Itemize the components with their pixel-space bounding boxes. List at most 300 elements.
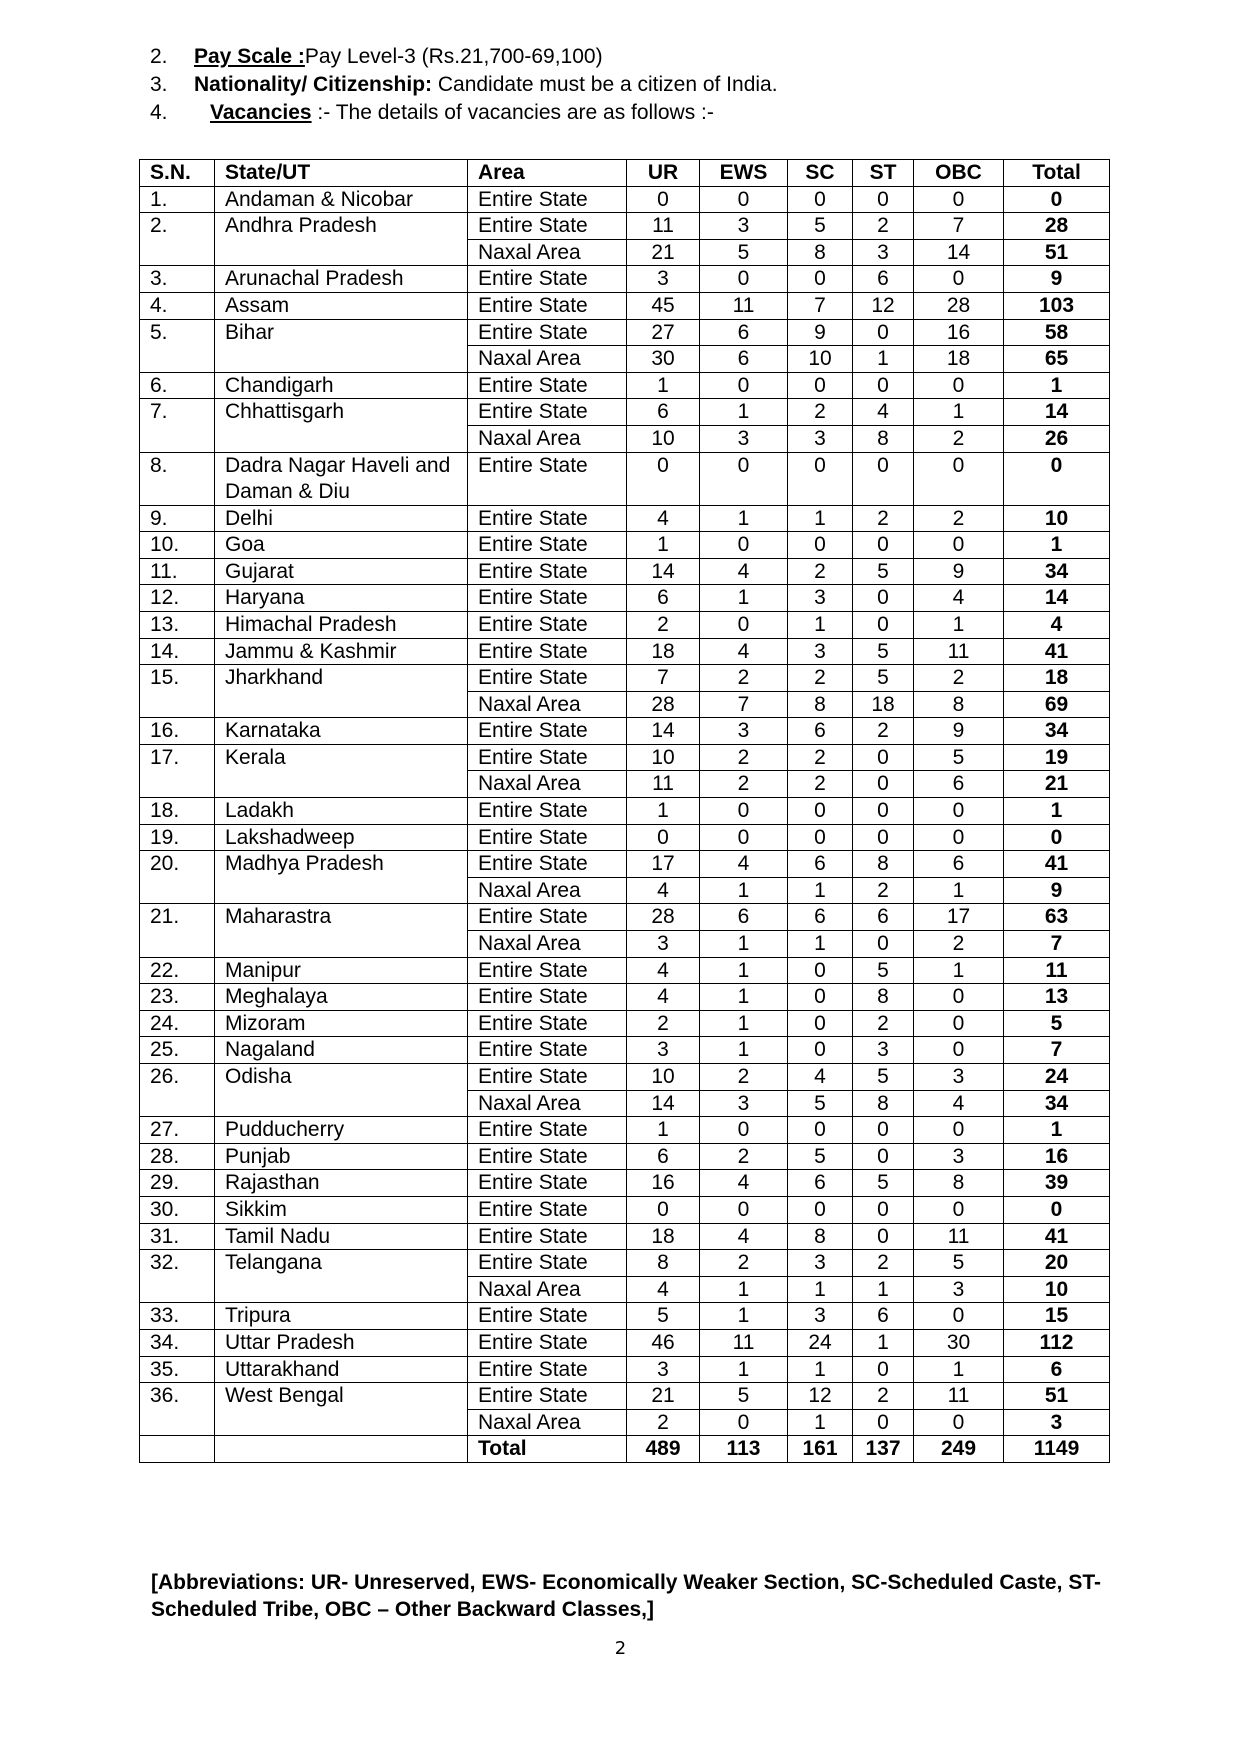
area-cell: Naxal Area xyxy=(468,1409,627,1436)
obc-cell: 2 xyxy=(914,665,1004,692)
total-cell: 20 xyxy=(1004,1250,1110,1277)
table-cell xyxy=(215,1436,468,1463)
total-cell: 10 xyxy=(1004,505,1110,532)
st-cell: 2 xyxy=(853,718,914,745)
area-cell: Entire State xyxy=(468,1383,627,1410)
area-cell: Entire State xyxy=(468,319,627,346)
ur-cell: 28 xyxy=(627,691,700,718)
area-cell: Entire State xyxy=(468,1117,627,1144)
ews-cell: 0 xyxy=(700,186,788,213)
total-cell: 7 xyxy=(1004,1037,1110,1064)
total-cell: 14 xyxy=(1004,399,1110,426)
ur-cell: 10 xyxy=(627,1064,700,1091)
ews-cell: 0 xyxy=(700,824,788,851)
ur-cell: 18 xyxy=(627,638,700,665)
area-cell: Entire State xyxy=(468,399,627,426)
vacancies-value: :- The details of vacancies are as follows :- xyxy=(311,101,714,124)
st-cell: 1 xyxy=(853,1276,914,1303)
area-cell: Entire State xyxy=(468,558,627,585)
nationality-line xyxy=(150,71,778,99)
area-cell: Naxal Area xyxy=(468,1090,627,1117)
ews-cell: 4 xyxy=(700,558,788,585)
obc-cell: 0 xyxy=(914,984,1004,1011)
st-cell: 5 xyxy=(853,1170,914,1197)
obc-cell: 0 xyxy=(914,186,1004,213)
ur-cell: 45 xyxy=(627,292,700,319)
serial-number: 33. xyxy=(140,1303,215,1330)
obc-cell: 18 xyxy=(914,346,1004,373)
state-name: Haryana xyxy=(215,585,468,612)
total-cell: 39 xyxy=(1004,1170,1110,1197)
area-cell: Entire State xyxy=(468,904,627,931)
st-cell: 0 xyxy=(853,1223,914,1250)
total-cell: 0 xyxy=(1004,452,1110,505)
ews-cell: 4 xyxy=(700,851,788,878)
grand-total-st: 137 xyxy=(853,1436,914,1463)
area-cell: Entire State xyxy=(468,851,627,878)
total-cell: 34 xyxy=(1004,718,1110,745)
table-row xyxy=(140,505,1110,532)
ur-cell: 3 xyxy=(627,1037,700,1064)
st-cell: 2 xyxy=(853,1010,914,1037)
obc-cell: 28 xyxy=(914,292,1004,319)
serial-number: 18. xyxy=(140,798,215,825)
sc-cell: 5 xyxy=(788,213,853,240)
state-name: Jammu & Kashmir xyxy=(215,638,468,665)
serial-number: 21. xyxy=(140,904,215,957)
state-name: Uttarakhand xyxy=(215,1356,468,1383)
ur-cell: 6 xyxy=(627,399,700,426)
ur-cell: 1 xyxy=(627,372,700,399)
st-cell: 1 xyxy=(853,1329,914,1356)
state-name: Tamil Nadu xyxy=(215,1223,468,1250)
ews-cell: 2 xyxy=(700,1143,788,1170)
ur-cell: 0 xyxy=(627,824,700,851)
st-cell: 6 xyxy=(853,266,914,293)
area-cell: Entire State xyxy=(468,1250,627,1277)
sc-cell: 0 xyxy=(788,1117,853,1144)
state-name: Nagaland xyxy=(215,1037,468,1064)
area-cell: Naxal Area xyxy=(468,425,627,452)
header-sc: SC xyxy=(788,160,853,187)
total-cell: 41 xyxy=(1004,1223,1110,1250)
ews-cell: 1 xyxy=(700,1303,788,1330)
area-cell: Naxal Area xyxy=(468,1276,627,1303)
table-row xyxy=(140,611,1110,638)
st-cell: 5 xyxy=(853,665,914,692)
ews-cell: 6 xyxy=(700,346,788,373)
area-cell: Entire State xyxy=(468,665,627,692)
state-name: Lakshadweep xyxy=(215,824,468,851)
total-cell: 24 xyxy=(1004,1064,1110,1091)
ur-cell: 14 xyxy=(627,558,700,585)
ur-cell: 1 xyxy=(627,1117,700,1144)
obc-cell: 8 xyxy=(914,691,1004,718)
table-row xyxy=(140,1037,1110,1064)
obc-cell: 0 xyxy=(914,1303,1004,1330)
obc-cell: 0 xyxy=(914,266,1004,293)
state-name: Bihar xyxy=(215,319,468,372)
obc-cell: 8 xyxy=(914,1170,1004,1197)
sc-cell: 12 xyxy=(788,1383,853,1410)
obc-cell: 11 xyxy=(914,638,1004,665)
ur-cell: 17 xyxy=(627,851,700,878)
st-cell: 6 xyxy=(853,1303,914,1330)
table-row xyxy=(140,558,1110,585)
total-cell: 21 xyxy=(1004,771,1110,798)
intro-section xyxy=(150,43,778,127)
state-name: Goa xyxy=(215,532,468,559)
total-cell: 34 xyxy=(1004,1090,1110,1117)
area-cell: Entire State xyxy=(468,957,627,984)
total-cell: 19 xyxy=(1004,744,1110,771)
table-row xyxy=(140,798,1110,825)
st-cell: 0 xyxy=(853,744,914,771)
ews-cell: 0 xyxy=(700,452,788,505)
ur-cell: 2 xyxy=(627,1010,700,1037)
serial-number: 3. xyxy=(140,266,215,293)
ews-cell: 2 xyxy=(700,744,788,771)
st-cell: 8 xyxy=(853,1090,914,1117)
area-cell: Naxal Area xyxy=(468,239,627,266)
sc-cell: 1 xyxy=(788,611,853,638)
ur-cell: 0 xyxy=(627,1196,700,1223)
obc-cell: 0 xyxy=(914,372,1004,399)
serial-number: 9. xyxy=(140,505,215,532)
sc-cell: 7 xyxy=(788,292,853,319)
header-area: Area xyxy=(468,160,627,187)
area-cell: Entire State xyxy=(468,1143,627,1170)
table-row xyxy=(140,452,1110,505)
area-cell: Entire State xyxy=(468,213,627,240)
ur-cell: 1 xyxy=(627,798,700,825)
table-row xyxy=(140,1356,1110,1383)
header-sn: S.N. xyxy=(140,160,215,187)
ews-cell: 1 xyxy=(700,1037,788,1064)
area-cell: Entire State xyxy=(468,1356,627,1383)
serial-number: 31. xyxy=(140,1223,215,1250)
total-cell: 18 xyxy=(1004,665,1110,692)
ews-cell: 3 xyxy=(700,425,788,452)
state-name: Madhya Pradesh xyxy=(215,851,468,904)
ews-cell: 1 xyxy=(700,399,788,426)
sc-cell: 3 xyxy=(788,585,853,612)
ews-cell: 0 xyxy=(700,372,788,399)
st-cell: 3 xyxy=(853,1037,914,1064)
total-cell: 0 xyxy=(1004,186,1110,213)
obc-cell: 9 xyxy=(914,558,1004,585)
ur-cell: 8 xyxy=(627,1250,700,1277)
sc-cell: 2 xyxy=(788,771,853,798)
total-cell: 5 xyxy=(1004,1010,1110,1037)
ur-cell: 4 xyxy=(627,877,700,904)
table-row xyxy=(140,744,1110,771)
st-cell: 2 xyxy=(853,213,914,240)
item-number: 4. xyxy=(150,101,168,124)
state-name: Assam xyxy=(215,292,468,319)
serial-number: 14. xyxy=(140,638,215,665)
ews-cell: 0 xyxy=(700,1409,788,1436)
total-cell: 58 xyxy=(1004,319,1110,346)
sc-cell: 2 xyxy=(788,744,853,771)
table-row xyxy=(140,1117,1110,1144)
st-cell: 6 xyxy=(853,904,914,931)
total-cell: 112 xyxy=(1004,1329,1110,1356)
total-cell: 103 xyxy=(1004,292,1110,319)
table-row xyxy=(140,1383,1110,1410)
sc-cell: 6 xyxy=(788,1170,853,1197)
ur-cell: 21 xyxy=(627,1383,700,1410)
abbreviations-note: [Abbreviations: UR- Unreserved, EWS- Economically Weaker Section, SC-Scheduled Caste, ST- Scheduled Tribe, OBC – Other Backward Classes,] xyxy=(151,1571,1101,1621)
obc-cell: 1 xyxy=(914,1356,1004,1383)
area-cell: Entire State xyxy=(468,744,627,771)
serial-number: 4. xyxy=(140,292,215,319)
table-row xyxy=(140,638,1110,665)
total-cell: 13 xyxy=(1004,984,1110,1011)
ews-cell: 0 xyxy=(700,798,788,825)
area-cell: Entire State xyxy=(468,186,627,213)
ews-cell: 1 xyxy=(700,1010,788,1037)
table-row xyxy=(140,266,1110,293)
sc-cell: 24 xyxy=(788,1329,853,1356)
sc-cell: 3 xyxy=(788,1250,853,1277)
serial-number: 26. xyxy=(140,1064,215,1117)
sc-cell: 2 xyxy=(788,665,853,692)
sc-cell: 8 xyxy=(788,691,853,718)
table-row xyxy=(140,319,1110,346)
serial-number: 30. xyxy=(140,1196,215,1223)
sc-cell: 4 xyxy=(788,1064,853,1091)
header-obc: OBC xyxy=(914,160,1004,187)
ur-cell: 3 xyxy=(627,266,700,293)
table-body xyxy=(140,186,1110,1436)
serial-number: 7. xyxy=(140,399,215,452)
ur-cell: 0 xyxy=(627,452,700,505)
obc-cell: 30 xyxy=(914,1329,1004,1356)
grand-total-ews: 113 xyxy=(700,1436,788,1463)
total-cell: 51 xyxy=(1004,239,1110,266)
total-cell: 41 xyxy=(1004,851,1110,878)
ur-cell: 4 xyxy=(627,957,700,984)
state-name: Chhattisgarh xyxy=(215,399,468,452)
total-cell: 69 xyxy=(1004,691,1110,718)
state-name: Uttar Pradesh xyxy=(215,1329,468,1356)
area-cell: Entire State xyxy=(468,1303,627,1330)
sc-cell: 6 xyxy=(788,718,853,745)
sc-cell: 3 xyxy=(788,638,853,665)
header-state: State/UT xyxy=(215,160,468,187)
area-cell: Entire State xyxy=(468,372,627,399)
state-name: Kerala xyxy=(215,744,468,797)
total-cell: 28 xyxy=(1004,213,1110,240)
ur-cell: 4 xyxy=(627,1276,700,1303)
vacancies-line xyxy=(150,99,778,127)
area-cell: Entire State xyxy=(468,292,627,319)
table-row xyxy=(140,1303,1110,1330)
total-cell: 1 xyxy=(1004,532,1110,559)
st-cell: 2 xyxy=(853,505,914,532)
st-cell: 2 xyxy=(853,1250,914,1277)
total-cell: 10 xyxy=(1004,1276,1110,1303)
area-cell: Entire State xyxy=(468,1196,627,1223)
ur-cell: 16 xyxy=(627,1170,700,1197)
table-row xyxy=(140,585,1110,612)
ews-cell: 0 xyxy=(700,611,788,638)
st-cell: 0 xyxy=(853,1196,914,1223)
total-cell: 1 xyxy=(1004,372,1110,399)
sc-cell: 0 xyxy=(788,1010,853,1037)
state-name: Karnataka xyxy=(215,718,468,745)
ur-cell: 2 xyxy=(627,1409,700,1436)
total-cell: 4 xyxy=(1004,611,1110,638)
obc-cell: 11 xyxy=(914,1383,1004,1410)
ur-cell: 27 xyxy=(627,319,700,346)
sc-cell: 0 xyxy=(788,372,853,399)
ews-cell: 3 xyxy=(700,213,788,240)
table-row xyxy=(140,399,1110,426)
ur-cell: 3 xyxy=(627,1356,700,1383)
ur-cell: 14 xyxy=(627,1090,700,1117)
serial-number: 6. xyxy=(140,372,215,399)
ews-cell: 1 xyxy=(700,505,788,532)
ews-cell: 11 xyxy=(700,292,788,319)
vacancy-table xyxy=(139,159,1110,1463)
obc-cell: 2 xyxy=(914,425,1004,452)
total-cell: 6 xyxy=(1004,1356,1110,1383)
area-cell: Entire State xyxy=(468,532,627,559)
ews-cell: 0 xyxy=(700,532,788,559)
ur-cell: 2 xyxy=(627,611,700,638)
st-cell: 0 xyxy=(853,585,914,612)
table-row xyxy=(140,1064,1110,1091)
header-st: ST xyxy=(853,160,914,187)
state-name: Manipur xyxy=(215,957,468,984)
area-cell: Entire State xyxy=(468,1037,627,1064)
obc-cell: 0 xyxy=(914,1196,1004,1223)
obc-cell: 2 xyxy=(914,931,1004,958)
pay-scale-value: Pay Level-3 (Rs.21,700-69,100) xyxy=(304,45,603,68)
area-cell: Naxal Area xyxy=(468,931,627,958)
serial-number: 27. xyxy=(140,1117,215,1144)
ews-cell: 1 xyxy=(700,957,788,984)
st-cell: 5 xyxy=(853,957,914,984)
area-cell: Entire State xyxy=(468,824,627,851)
st-cell: 0 xyxy=(853,1409,914,1436)
serial-number: 35. xyxy=(140,1356,215,1383)
state-name: Rajasthan xyxy=(215,1170,468,1197)
state-name: Tripura xyxy=(215,1303,468,1330)
sc-cell: 1 xyxy=(788,931,853,958)
table-row xyxy=(140,1250,1110,1277)
st-cell: 18 xyxy=(853,691,914,718)
ews-cell: 3 xyxy=(700,1090,788,1117)
obc-cell: 14 xyxy=(914,239,1004,266)
obc-cell: 6 xyxy=(914,771,1004,798)
table-cell xyxy=(140,1436,215,1463)
st-cell: 1 xyxy=(853,346,914,373)
ews-cell: 0 xyxy=(700,1117,788,1144)
area-cell: Entire State xyxy=(468,1170,627,1197)
serial-number: 17. xyxy=(140,744,215,797)
obc-cell: 4 xyxy=(914,585,1004,612)
st-cell: 0 xyxy=(853,452,914,505)
ews-cell: 1 xyxy=(700,1356,788,1383)
sc-cell: 5 xyxy=(788,1143,853,1170)
state-name: Mizoram xyxy=(215,1010,468,1037)
sc-cell: 0 xyxy=(788,452,853,505)
st-cell: 0 xyxy=(853,1117,914,1144)
serial-number: 20. xyxy=(140,851,215,904)
ur-cell: 4 xyxy=(627,984,700,1011)
sc-cell: 6 xyxy=(788,904,853,931)
st-cell: 0 xyxy=(853,372,914,399)
serial-number: 12. xyxy=(140,585,215,612)
grand-total-obc: 249 xyxy=(914,1436,1004,1463)
sc-cell: 1 xyxy=(788,1276,853,1303)
total-cell: 63 xyxy=(1004,904,1110,931)
ur-cell: 10 xyxy=(627,425,700,452)
ews-cell: 0 xyxy=(700,1196,788,1223)
serial-number: 5. xyxy=(140,319,215,372)
table-row xyxy=(140,1010,1110,1037)
st-cell: 2 xyxy=(853,877,914,904)
grand-total-ur: 489 xyxy=(627,1436,700,1463)
sc-cell: 0 xyxy=(788,1037,853,1064)
sc-cell: 1 xyxy=(788,505,853,532)
st-cell: 0 xyxy=(853,319,914,346)
table-header-row xyxy=(140,160,1110,187)
obc-cell: 6 xyxy=(914,851,1004,878)
area-cell: Entire State xyxy=(468,984,627,1011)
st-cell: 5 xyxy=(853,638,914,665)
table-row xyxy=(140,904,1110,931)
ur-cell: 28 xyxy=(627,904,700,931)
obc-cell: 17 xyxy=(914,904,1004,931)
st-cell: 0 xyxy=(853,1143,914,1170)
area-cell: Entire State xyxy=(468,452,627,505)
sc-cell: 0 xyxy=(788,984,853,1011)
total-cell: 7 xyxy=(1004,931,1110,958)
state-name: Meghalaya xyxy=(215,984,468,1011)
ur-cell: 5 xyxy=(627,1303,700,1330)
state-name: West Bengal xyxy=(215,1383,468,1436)
area-cell: Entire State xyxy=(468,638,627,665)
vacancies-label: Vacancies xyxy=(210,101,312,124)
st-cell: 8 xyxy=(853,425,914,452)
total-cell: 9 xyxy=(1004,266,1110,293)
serial-number: 19. xyxy=(140,824,215,851)
state-name: Punjab xyxy=(215,1143,468,1170)
area-cell: Entire State xyxy=(468,1010,627,1037)
table-row xyxy=(140,1329,1110,1356)
ur-cell: 4 xyxy=(627,505,700,532)
state-name: Maharastra xyxy=(215,904,468,957)
sc-cell: 2 xyxy=(788,558,853,585)
sc-cell: 0 xyxy=(788,1196,853,1223)
obc-cell: 0 xyxy=(914,1409,1004,1436)
total-cell: 41 xyxy=(1004,638,1110,665)
sc-cell: 0 xyxy=(788,798,853,825)
table-row xyxy=(140,1196,1110,1223)
area-cell: Naxal Area xyxy=(468,346,627,373)
serial-number: 13. xyxy=(140,611,215,638)
serial-number: 34. xyxy=(140,1329,215,1356)
serial-number: 25. xyxy=(140,1037,215,1064)
total-cell: 14 xyxy=(1004,585,1110,612)
st-cell: 5 xyxy=(853,558,914,585)
sc-cell: 8 xyxy=(788,239,853,266)
serial-number: 2. xyxy=(140,213,215,266)
